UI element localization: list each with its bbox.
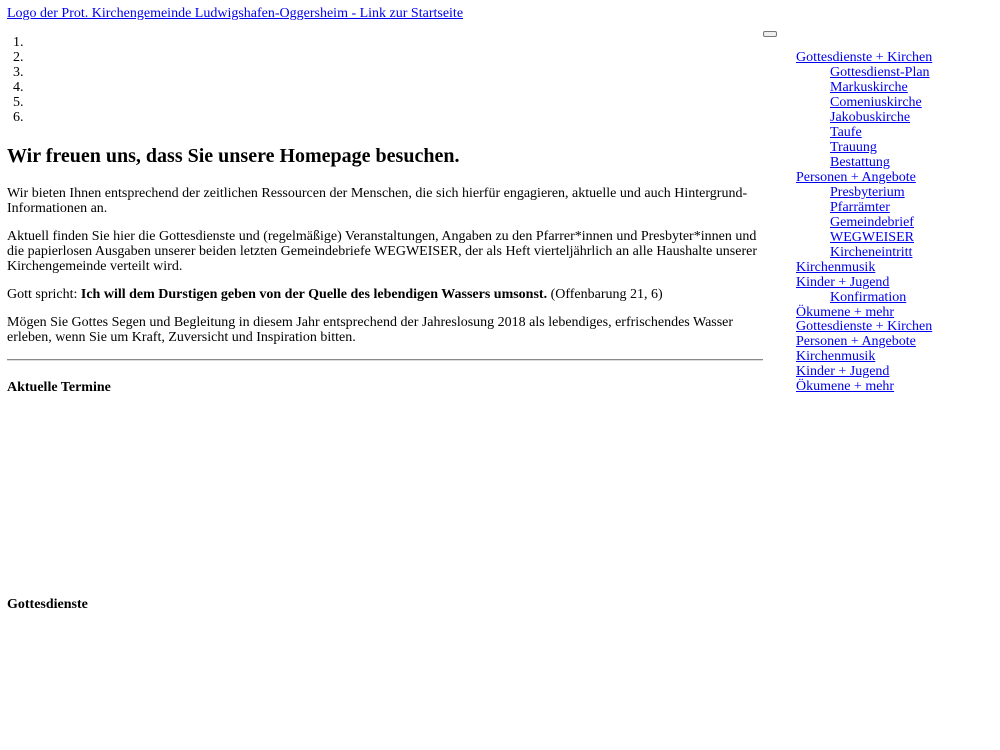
divider bbox=[7, 359, 763, 361]
nav-link-personen[interactable]: Personen + Angebote bbox=[796, 170, 916, 185]
nav-subitem bbox=[830, 155, 1000, 170]
nav-subitem bbox=[830, 80, 1000, 95]
nav-link-presbyterium[interactable]: Presbyterium bbox=[830, 185, 905, 200]
nav-item-oekumene bbox=[796, 305, 1000, 320]
main-content bbox=[7, 144, 763, 612]
nav-link-gottesdienste[interactable]: Gottesdienste + Kirchen bbox=[796, 50, 933, 65]
nav-subitem bbox=[830, 290, 1000, 305]
nav2-link-gottesdienste[interactable]: Gottesdienste + Kirchen bbox=[796, 319, 933, 334]
nav2-item bbox=[796, 319, 932, 334]
nav-link-markuskirche[interactable]: Markuskirche bbox=[830, 80, 908, 95]
nav-link-kirchenmusik[interactable]: Kirchenmusik bbox=[796, 260, 876, 275]
nav-link-jakobuskirche[interactable]: Jakobuskirche bbox=[830, 110, 911, 125]
nav-link-konfirmation[interactable]: Konfirmation bbox=[830, 290, 907, 305]
section-heading-termine: Aktuelle Termine bbox=[7, 380, 111, 395]
nav-item-personen bbox=[796, 170, 1000, 260]
nav-subitem bbox=[830, 215, 1000, 245]
nav-link-oekumene[interactable]: Ökumene + mehr bbox=[796, 305, 895, 320]
verse-text: Ich will dem Durstigen geben von der Quelle des lebendigen Wassers umsonst. bbox=[80, 287, 548, 302]
info-paragraph: Aktuell finden Sie hier die Gottesdienste und (regelmäßige) Veranstaltungen, Angaben zu den Pfarrer*innen und Presbyter*innen und die papierlosen Ausgaben unserer beiden letzten Gemeindebriefe WEGWEISER, der als Heft vierteljährlich an alle Haushalte unserer Kirchengemeinde verteilt wird. bbox=[7, 229, 757, 274]
nav2-item bbox=[796, 349, 932, 364]
logo-link[interactable]: Logo der Prot. Kirchengemeinde Ludwigshafen-Oggersheim - Link zur Startseite bbox=[7, 6, 464, 21]
nav-link-comeniuskirche[interactable]: Comeniuskirche bbox=[830, 95, 922, 110]
nav-link-bestattung[interactable]: Bestattung bbox=[830, 155, 890, 170]
nav-link-kinder[interactable]: Kinder + Jugend bbox=[796, 275, 890, 290]
section-heading-gottesdienste: Gottesdienste bbox=[7, 597, 88, 612]
main-navigation bbox=[796, 50, 1000, 320]
nav2-link-personen[interactable]: Personen + Angebote bbox=[796, 334, 916, 349]
nav-link-taufe[interactable]: Taufe bbox=[830, 125, 862, 140]
nav2-item bbox=[796, 379, 932, 394]
nav-subitem bbox=[830, 200, 1000, 215]
verse-reference: (Offenbarung 21, 6) bbox=[547, 287, 663, 302]
slider-pagination bbox=[7, 35, 27, 125]
termine-placeholder bbox=[7, 395, 763, 597]
nav-subitem bbox=[830, 140, 1000, 155]
nav-item-gottesdienste bbox=[796, 50, 1000, 170]
nav-subitem bbox=[830, 245, 1000, 260]
bible-verse-paragraph bbox=[7, 287, 763, 302]
blessing-paragraph: Mögen Sie Gottes Segen und Begleitung in diesem Jahr entsprechend der Jahreslosung 2018 als lebendiges, erfrischendes Wasser erleben, wenn Sie um Kraft, Zuversicht und Inspiration bitten. bbox=[7, 315, 734, 345]
nav2-link-oekumene[interactable]: Ökumene + mehr bbox=[796, 379, 895, 394]
nav-link-trauung[interactable]: Trauung bbox=[830, 140, 877, 155]
menu-toggle-button[interactable] bbox=[763, 31, 777, 37]
nav-subitem bbox=[830, 125, 1000, 140]
nav-link-gottesdienst-plan[interactable]: Gottesdienst-Plan bbox=[830, 65, 930, 80]
nav2-item bbox=[796, 364, 932, 379]
intro-paragraph: Wir bieten Ihnen entsprechend der zeitlichen Ressourcen der Menschen, die sich hierfür engagieren, aktuelle und auch Hintergrund-Informationen an. bbox=[7, 186, 748, 216]
nav2-item bbox=[796, 334, 932, 349]
nav-subitem bbox=[830, 185, 1000, 200]
nav-item-kinder bbox=[796, 275, 1000, 305]
nav-item-kirchenmusik bbox=[796, 260, 1000, 275]
nav-subitem bbox=[830, 95, 1000, 110]
page-title: Wir freuen uns, dass Sie unsere Homepage besuchen. bbox=[7, 145, 460, 167]
secondary-navigation bbox=[796, 319, 932, 394]
nav-subitem bbox=[830, 65, 1000, 80]
nav2-link-kinder[interactable]: Kinder + Jugend bbox=[796, 364, 890, 379]
nav-link-pfarraemter[interactable]: Pfarrämter bbox=[830, 200, 890, 215]
nav-link-gemeindebrief[interactable]: Gemeindebrief WEGWEISER bbox=[830, 215, 914, 245]
nav-link-kircheneintritt[interactable]: Kircheneintritt bbox=[830, 245, 913, 260]
nav2-link-kirchenmusik[interactable]: Kirchenmusik bbox=[796, 349, 876, 364]
verse-prefix: Gott spricht: bbox=[7, 287, 81, 302]
nav-subitem bbox=[830, 110, 1000, 125]
